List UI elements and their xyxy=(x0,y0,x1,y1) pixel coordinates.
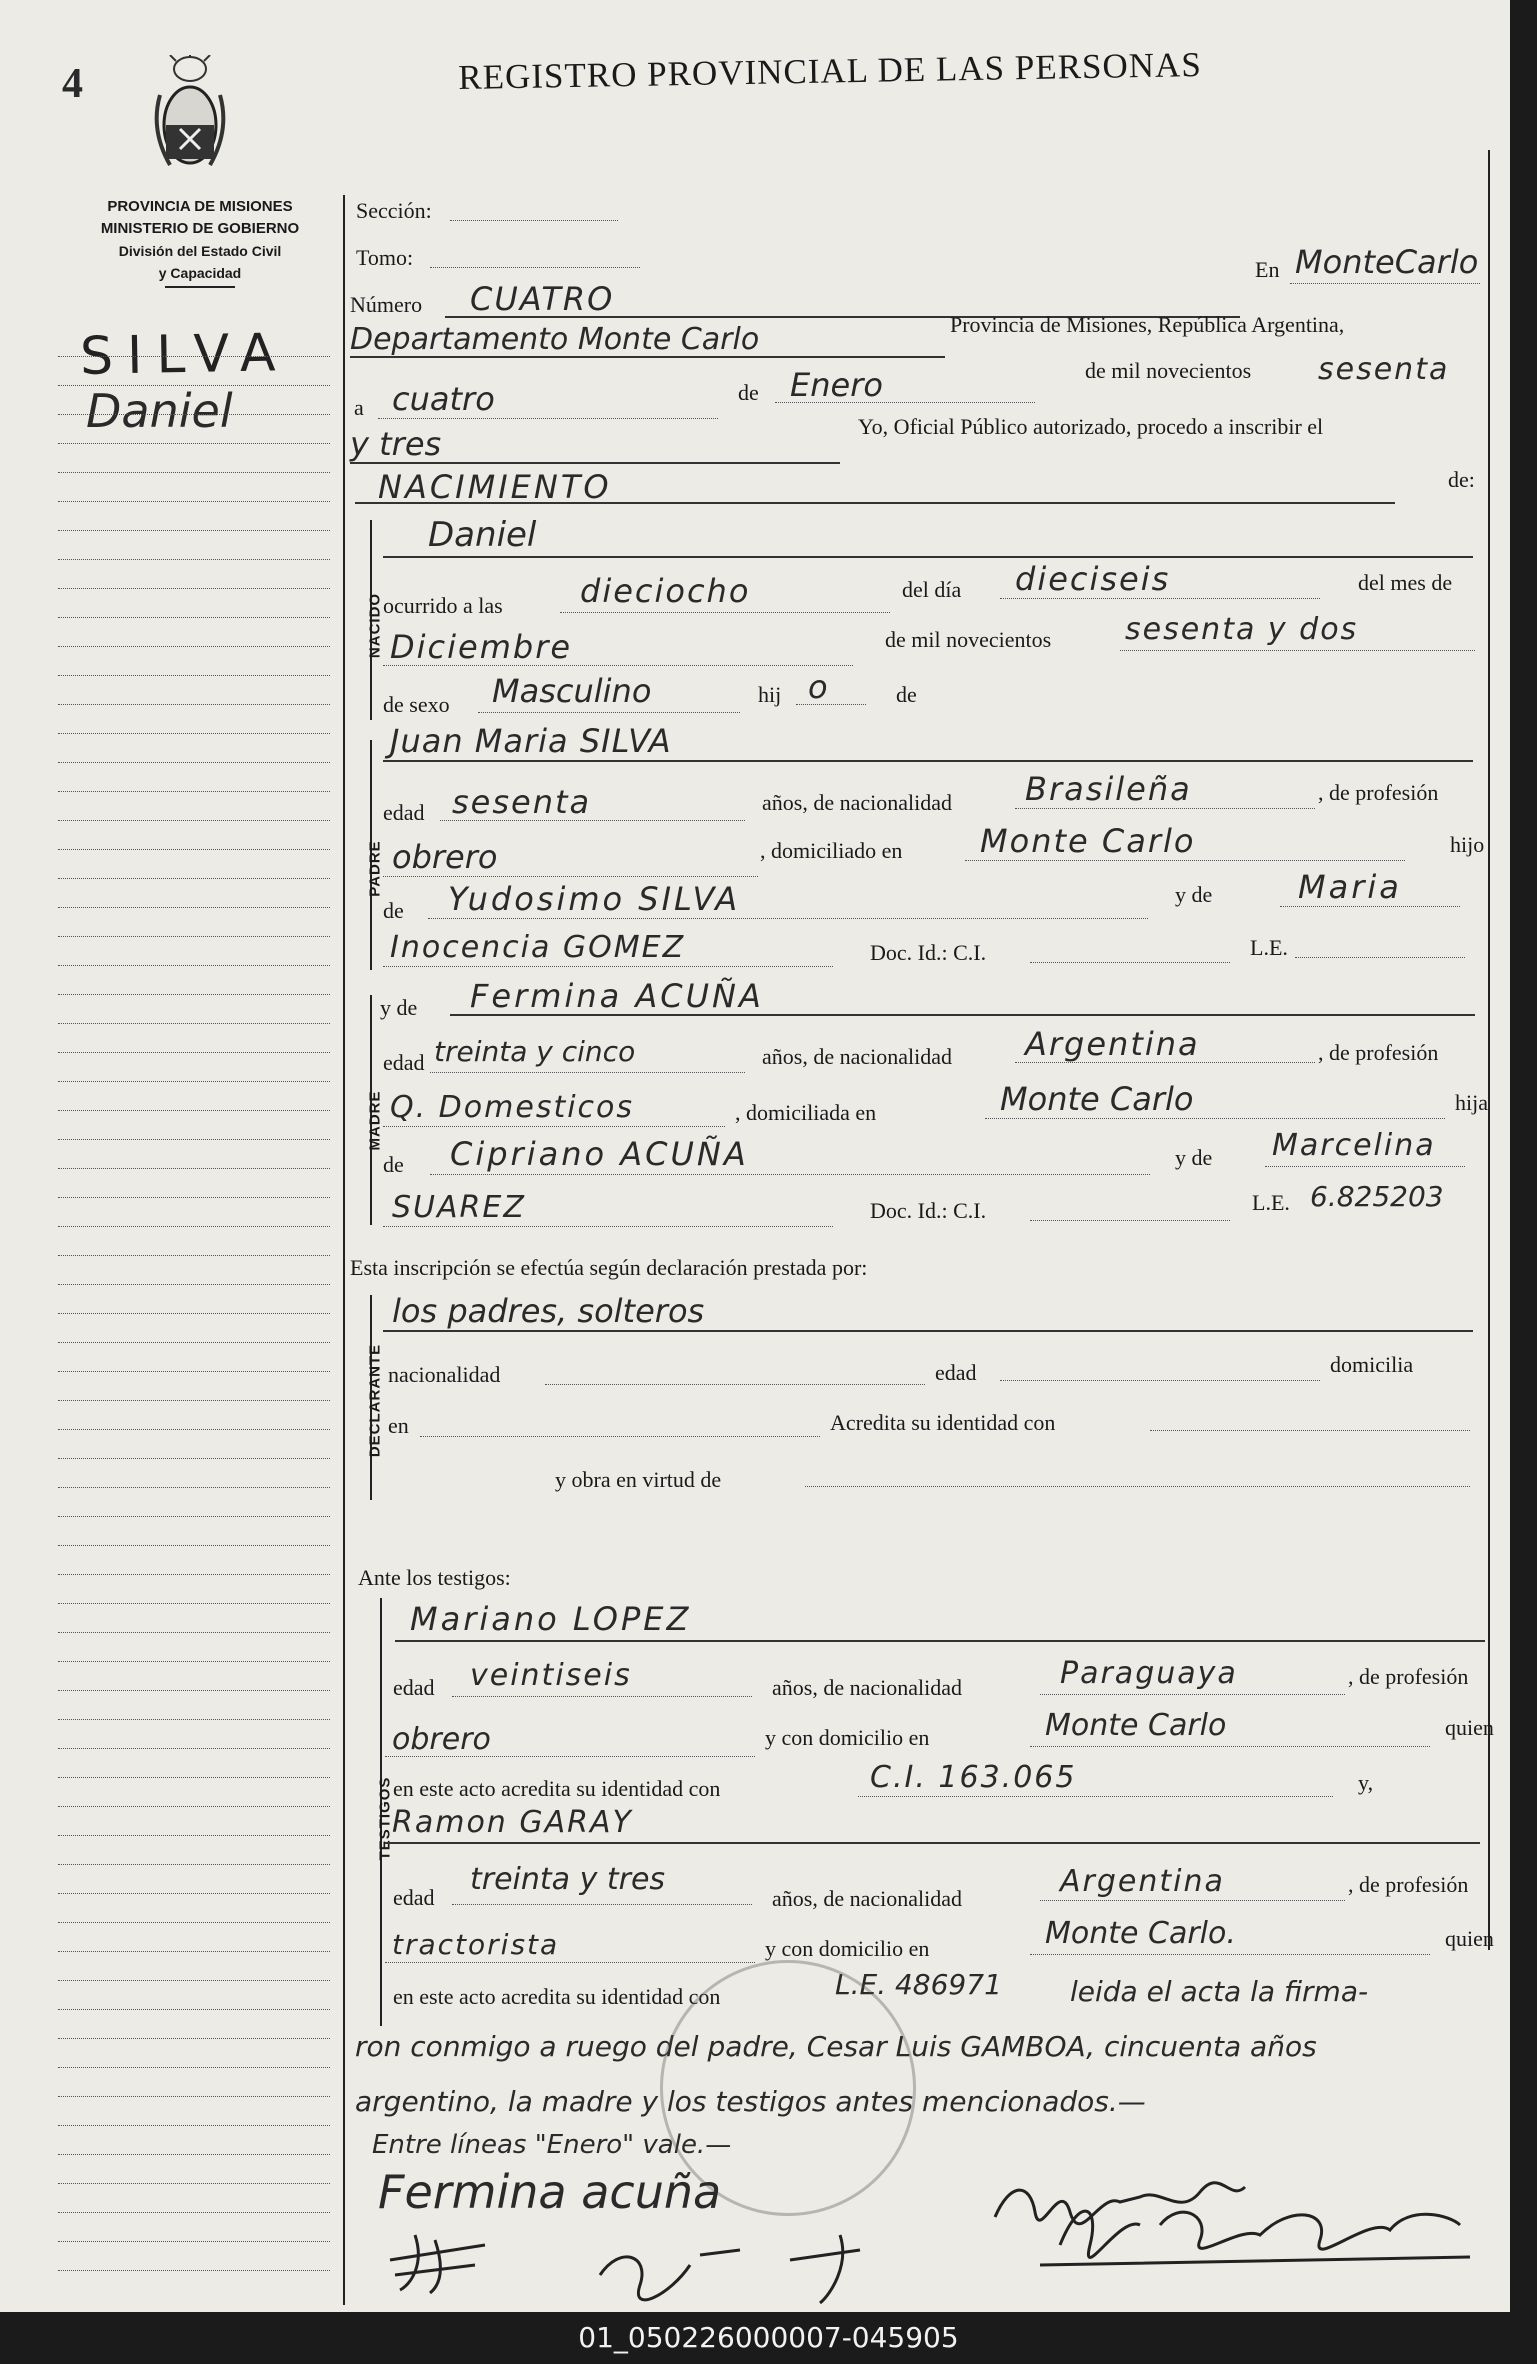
testigo2-anios-label: años, de nacionalidad xyxy=(772,1886,962,1911)
declarante-nombre-value: los padres, solteros xyxy=(392,1292,705,1330)
margin-ledger-line xyxy=(58,1429,330,1430)
issuer-capacity: y Capacidad xyxy=(158,265,242,281)
margin-ledger-line xyxy=(58,936,330,937)
margin-ledger-line xyxy=(58,1603,330,1604)
anio-registro-value-2: y tres xyxy=(350,425,442,463)
testigo1-profesion-label: , de profesión xyxy=(1348,1664,1469,1689)
testigo1-nombre-value: Mariano LOPEZ xyxy=(410,1600,692,1638)
abuela-materna-value-2: SUAREZ xyxy=(392,1190,526,1225)
margin-ledger-line xyxy=(58,1864,330,1865)
testigos-intro-label: Ante los testigos: xyxy=(358,1565,511,1590)
margin-ledger-line xyxy=(58,2183,330,2184)
witness-signature-2 xyxy=(590,2225,930,2305)
closing-note-line2: ron conmigo a ruego del padre, Cesar Luis GAMBOA, cincuenta años xyxy=(355,2030,1317,2063)
margin-ledger-line xyxy=(58,878,330,879)
abuela-paterna-value-2: Inocencia GOMEZ xyxy=(390,930,686,965)
margin-ledger-line xyxy=(58,965,330,966)
padre-domicilio-value: Monte Carlo xyxy=(980,822,1196,860)
madre-profesion-value: Q. Domesticos xyxy=(390,1090,635,1125)
margin-surname: SILVA xyxy=(79,323,290,387)
margin-ledger-line xyxy=(58,762,330,763)
issuer-ministry: MINISTERIO DE GOBIERNO xyxy=(100,220,300,237)
margin-given-name: Daniel xyxy=(86,384,233,438)
testigo2-edad-label: edad xyxy=(393,1885,435,1910)
madre-hija-label: hija xyxy=(1455,1090,1488,1115)
hora-value: dieciocho xyxy=(580,572,751,610)
tomo-label: Tomo: xyxy=(356,245,414,270)
margin-ledger-line xyxy=(58,617,330,618)
padre-nacionalidad-value: Brasileña xyxy=(1025,770,1192,808)
margin-ledger-line xyxy=(58,1516,330,1517)
hij-value: o xyxy=(808,668,828,706)
anio-nacimiento-value: sesenta y dos xyxy=(1125,612,1359,647)
madre-edad-value: treinta y cinco xyxy=(434,1035,636,1068)
margin-ledger-line xyxy=(58,704,330,705)
margin-ledger-line xyxy=(58,994,330,995)
margin-ledger-line xyxy=(58,1806,330,1807)
padre-hijo-label: hijo xyxy=(1450,832,1485,857)
de-colon-label: de: xyxy=(1448,467,1475,492)
provincia-label: Provincia de Misiones, República Argentina, xyxy=(950,312,1345,337)
margin-ledger-line xyxy=(58,1342,330,1343)
numero-label: Número xyxy=(350,292,423,317)
madre-doc-label: Doc. Id.: C.I. xyxy=(870,1198,987,1223)
declarante-edad-label: edad xyxy=(935,1360,977,1385)
madre-y-de-label: y de xyxy=(380,995,418,1020)
madre-section-label: MADRE xyxy=(366,1090,384,1151)
official-signature xyxy=(1030,2185,1480,2275)
acto-value: NACIMIENTO xyxy=(378,468,612,506)
padre-edad-value: sesenta xyxy=(452,783,592,821)
margin-ledger-line xyxy=(58,1168,330,1169)
margin-ledger-line xyxy=(58,791,330,792)
nacido-de-label: de xyxy=(896,682,917,707)
declarante-section-label: DECLARANTE xyxy=(366,1343,384,1458)
margin-ledger-line xyxy=(58,2096,330,2097)
mother-signature: Fermina acuña xyxy=(378,2165,722,2219)
en-label: En xyxy=(1255,257,1280,282)
margin-ledger-line xyxy=(58,1893,330,1894)
nacido-nombre-value: Daniel xyxy=(428,515,537,555)
margin-ledger-line xyxy=(58,1632,330,1633)
issuer-block xyxy=(60,196,340,288)
margin-ledger-line xyxy=(58,1922,330,1923)
margin-ledger-line xyxy=(58,1661,330,1662)
madre-profesion-label: , de profesión xyxy=(1318,1040,1439,1065)
testigo1-nacionalidad-value: Paraguaya xyxy=(1060,1656,1238,1691)
testigo1-documento-value: C.I. 163.065 xyxy=(870,1760,1077,1795)
margin-ledger-line xyxy=(58,2270,330,2271)
padre-edad-label: edad xyxy=(383,800,425,825)
issuer-province: PROVINCIA DE MISIONES xyxy=(107,198,293,215)
closing-note-line1: leida el acta la firma- xyxy=(1070,1975,1369,2008)
margin-ledger-line xyxy=(58,2009,330,2010)
footer-document-id: 01_050226000007-045905 xyxy=(0,2312,1537,2364)
margin-ledger-line xyxy=(58,588,330,589)
madre-domicilio-value: Monte Carlo xyxy=(1000,1080,1194,1118)
declarante-domicilia-label: domicilia xyxy=(1330,1352,1414,1377)
margin-ledger-line xyxy=(58,443,330,444)
margin-ledger-line xyxy=(58,1226,330,1227)
declarante-en-label: en xyxy=(388,1413,409,1438)
testigo1-profesion-value: obrero xyxy=(392,1722,491,1757)
margin-ledger-line xyxy=(58,1400,330,1401)
madre-de-label: de xyxy=(383,1152,404,1177)
sexo-value: Masculino xyxy=(492,672,652,710)
testigo2-acredita-label: en este acto acredita su identidad con xyxy=(393,1984,721,2009)
margin-ledger-line xyxy=(58,2067,330,2068)
testigo1-anios-label: años, de nacionalidad xyxy=(772,1675,962,1700)
padre-profesion-label: , de profesión xyxy=(1318,780,1439,805)
father-signature xyxy=(385,2225,495,2295)
margin-ledger-line xyxy=(58,1313,330,1314)
testigo2-profesion-label: , de profesión xyxy=(1348,1872,1469,1897)
margin-ledger-line xyxy=(58,1574,330,1575)
testigo1-edad-label: edad xyxy=(393,1675,435,1700)
margin-ledger-line xyxy=(58,414,330,415)
margin-ledger-line xyxy=(58,1284,330,1285)
document-title: REGISTRO PROVINCIAL DE LAS PERSONAS xyxy=(458,45,1203,97)
nacido-section-label: NACIDO xyxy=(366,592,384,659)
coat-of-arms-emblem xyxy=(150,55,230,175)
declaracion-intro-label: Esta inscripción se efectúa según declaración prestada por: xyxy=(350,1255,868,1280)
testigo1-domicilio-value: Monte Carlo xyxy=(1045,1708,1227,1743)
madre-le-value: 6.825203 xyxy=(1310,1180,1444,1213)
margin-ledger-line xyxy=(58,2212,330,2213)
margin-ledger-line xyxy=(58,472,330,473)
margin-ledger-line xyxy=(58,2038,330,2039)
margin-ledger-line xyxy=(58,907,330,908)
del-mes-label: del mes de xyxy=(1358,570,1453,595)
seccion-label: Sección: xyxy=(356,198,432,223)
padre-nombre-value: Juan Maria SILVA xyxy=(390,722,672,760)
margin-ledger-line xyxy=(58,530,330,531)
testigo2-domicilio-label: y con domicilio en xyxy=(765,1936,930,1961)
margin-ledger-line xyxy=(58,1110,330,1111)
abuela-paterna-value-1: Maria xyxy=(1298,868,1402,906)
margin-ledger-line xyxy=(58,2125,330,2126)
testigos-section-label: TESTIGOS xyxy=(376,1776,394,1861)
margin-ledger-line xyxy=(58,1023,330,1024)
nacido-mil-label: de mil novecientos xyxy=(885,627,1052,652)
margin-ledger-line xyxy=(58,501,330,502)
page-number: 4 xyxy=(62,61,83,107)
declarante-obra-label: y obra en virtud de xyxy=(555,1467,722,1492)
margin-ledger-line xyxy=(58,559,330,560)
dia-nacimiento-value: dieciseis xyxy=(1015,560,1171,598)
testigo2-quien-label: quien xyxy=(1445,1926,1494,1951)
margin-ledger-line xyxy=(58,1139,330,1140)
margin-ledger-line xyxy=(58,820,330,821)
en-value: MonteCarlo xyxy=(1295,243,1479,281)
margin-ledger-line xyxy=(58,1690,330,1691)
padre-profesion-value: obrero xyxy=(392,838,498,876)
padre-domicilio-label: , domiciliado en xyxy=(760,838,903,863)
closing-note-line3: argentino, la madre y los testigos antes mencionados.— xyxy=(355,2085,1146,2118)
padre-le-label: L.E. xyxy=(1250,935,1288,960)
testigo2-nacionalidad-value: Argentina xyxy=(1060,1864,1225,1899)
margin-ledger-line xyxy=(58,675,330,676)
declarante-nacionalidad-label: nacionalidad xyxy=(388,1362,501,1387)
abuelo-materno-value: Cipriano ACUÑA xyxy=(450,1135,749,1173)
margin-ledger-line xyxy=(58,1748,330,1749)
madre-nacionalidad-value: Argentina xyxy=(1025,1025,1200,1063)
margin-ledger-line xyxy=(58,1197,330,1198)
margin-ledger-line xyxy=(58,1545,330,1546)
testigo2-domicilio-value: Monte Carlo. xyxy=(1045,1916,1236,1951)
departamento-value: Departamento Monte Carlo xyxy=(350,322,760,357)
testigo2-nombre-value: Ramon GARAY xyxy=(392,1805,633,1840)
anio-registro-value-1: sesenta xyxy=(1318,352,1450,387)
margin-ledger-line xyxy=(58,2241,330,2242)
issuer-division: División del Estado Civil xyxy=(118,243,282,259)
testigo2-profesion-value: tractorista xyxy=(392,1928,560,1961)
del-dia-label: del día xyxy=(902,577,962,602)
testigo1-acredita-label: en este acto acredita su identidad con xyxy=(393,1776,721,1801)
ocurrido-label: ocurrido a las xyxy=(383,593,503,618)
a-label: a xyxy=(354,395,364,420)
margin-ledger-line xyxy=(58,1835,330,1836)
hij-label: hij xyxy=(758,682,782,707)
padre-anios-label: años, de nacionalidad xyxy=(762,790,952,815)
padre-doc-label: Doc. Id.: C.I. xyxy=(870,940,987,965)
madre-le-label: L.E. xyxy=(1252,1190,1290,1215)
margin-ledger-line xyxy=(58,733,330,734)
margin-ledger-line xyxy=(58,849,330,850)
testigo2-documento-value: L.E. 486971 xyxy=(835,1968,1002,2001)
margin-ledger-line xyxy=(58,1255,330,1256)
margin-ledger-line xyxy=(58,1081,330,1082)
madre-domicilio-label: , domiciliada en xyxy=(735,1100,877,1125)
margin-ledger-line xyxy=(58,1371,330,1372)
abuelo-paterno-value: Yudosimo SILVA xyxy=(448,880,741,918)
sexo-label: de sexo xyxy=(383,692,450,717)
margin-ledger-line xyxy=(58,1052,330,1053)
margin-ledger-line xyxy=(58,646,330,647)
testigo1-domicilio-label: y con domicilio en xyxy=(765,1725,930,1750)
dia-registro-value: cuatro xyxy=(392,380,495,418)
mes-nacimiento-value: Diciembre xyxy=(390,628,573,666)
madre-edad-label: edad xyxy=(383,1050,425,1075)
testigo2-edad-value: treinta y tres xyxy=(470,1862,666,1897)
oficial-publico-label: Yo, Oficial Público autorizado, procedo a inscribir el xyxy=(858,414,1324,439)
padre-de-label: de xyxy=(383,898,404,923)
padre-y-de-label: y de xyxy=(1175,882,1213,907)
abuela-materna-value-1: Marcelina xyxy=(1272,1128,1436,1163)
numero-value: CUATRO xyxy=(470,280,615,318)
madre-anios-label: años, de nacionalidad xyxy=(762,1044,952,1069)
padre-section-label: PADRE xyxy=(366,840,384,897)
testigo1-quien-label: quien xyxy=(1445,1715,1494,1740)
mes-registro-value: Enero xyxy=(790,366,883,404)
mil-novecientos-label: de mil novecientos xyxy=(1085,358,1252,383)
madre-y-de2-label: y de xyxy=(1175,1145,1213,1170)
margin-ledger-line xyxy=(58,1487,330,1488)
margin-ledger-line xyxy=(58,1980,330,1981)
madre-nombre-value: Fermina ACUÑA xyxy=(470,977,764,1015)
margin-ledger-line xyxy=(58,356,330,357)
margin-ledger-line xyxy=(58,1719,330,1720)
margin-ledger-line xyxy=(58,385,330,386)
testigo1-edad-value: veintiseis xyxy=(470,1658,632,1693)
margin-ledger-line xyxy=(58,1777,330,1778)
closing-note-line4: Entre líneas "Enero" vale.— xyxy=(372,2130,732,2160)
margin-ledger-line xyxy=(58,2154,330,2155)
margin-ledger-line xyxy=(58,1458,330,1459)
testigo1-y-label: y, xyxy=(1358,1770,1374,1795)
margin-ledger-line xyxy=(58,1951,330,1952)
de-label: de xyxy=(738,380,759,405)
declarante-acredita-label: Acredita su identidad con xyxy=(830,1410,1056,1435)
